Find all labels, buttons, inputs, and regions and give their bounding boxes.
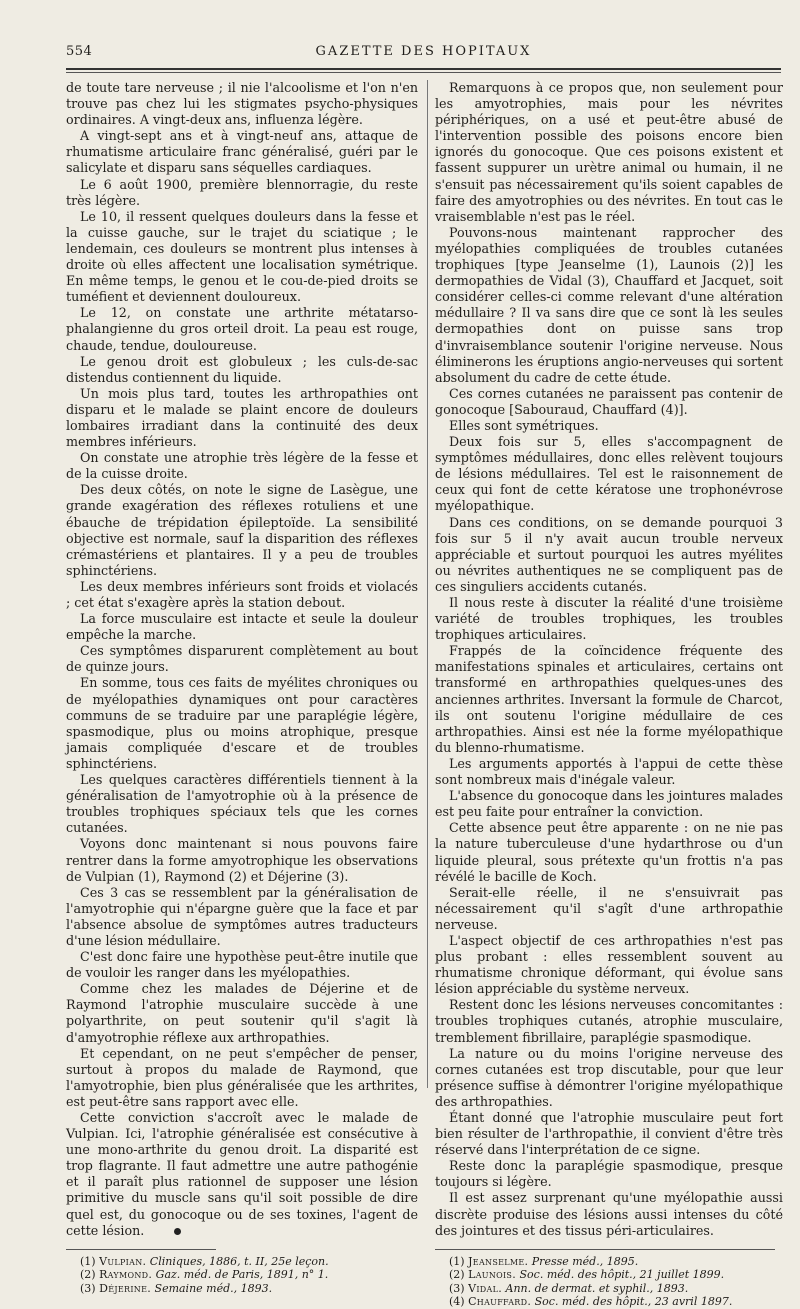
footnote-author: Vulpian. (99, 1254, 147, 1268)
footnote (66, 1282, 418, 1296)
paragraph: Cette absence peut être apparente : on ne nie pas la nature tuberculeuse d'une hydarthrose ou d'un liquide pleural, sous prétexte qu'un frottis n'a pas révélé le bacille de Koch. (435, 820, 783, 884)
header-rule-thin (66, 72, 781, 73)
footnote-author: Launois. (468, 1268, 517, 1282)
paragraph: La force musculaire est intacte et seule la douleur empêche la marche. (66, 611, 418, 643)
paragraph: Cette conviction s'accroît avec le malade de Vulpian. Ici, l'atrophie généralisée est consécutive à une mono-arthrite du genou droit. La disparité est trop flagrante. Il faut admettre une autre pathogénie et il paraît plus rationnel de supposer une lésion primitive du muscle sans qu'il soit possible de dire quel est, du gonocoque ou de ses toxines, l'agent de cette lésion. (66, 1110, 418, 1238)
paragraph: Le 10, il ressent quelques douleurs dans la fesse et la cuisse gauche, sur le trajet du sciatique ; le lendemain, ces douleurs se montrent plus intenses à droite où elles affectent une localisation symétrique. En même temps, le genou et le cou-de-pied droits se tuméfient et deviennent douloureux. (66, 208, 418, 305)
page-header (66, 44, 781, 64)
paragraph: On constate une atrophie très légère de la fesse et de la cuisse droite. (66, 450, 418, 482)
footnote-source: Presse méd., 1895. (528, 1254, 639, 1268)
footnote-source: Gaz. méd. de Paris, 1891, n° 1. (152, 1268, 329, 1282)
footnote-number: (2) (80, 1268, 96, 1282)
paragraph: Les arguments apportés à l'appui de cette thèse sont nombreux mais d'inégale valeur. (435, 755, 783, 788)
paragraph: La nature ou du moins l'origine nerveuse des cornes cutanées est trop discutable, pour que leur présence suffise à démontrer l'origine myélopathique des arthropathies. (435, 1045, 783, 1109)
footnote (66, 1255, 418, 1269)
paragraph: Il nous reste à discuter la réalité d'une troisième variété de troubles trophiques, les troubles trophiques articulaires. (435, 595, 783, 643)
paragraph: Restent donc les lésions nerveuses concomitantes : troubles trophiques cutanés, atrophie musculaire, tremblement fibrillaire, paraplégie spasmodique. (435, 997, 783, 1045)
footnote-author: Raymond. (99, 1268, 153, 1282)
footnote-author: Chauffard. (468, 1295, 532, 1309)
header-rule (66, 68, 781, 70)
footnote-source: Ann. de dermat. et syphil., 1893. (502, 1281, 689, 1295)
paragraph: Le 12, on constate une arthrite métatarso-phalangienne du gros orteil droit. La peau est rouge, chaude, tendue, douloureuse. (66, 305, 418, 353)
paragraph: Et cependant, on ne peut s'empêcher de penser, surtout à propos du malade de Raymond, que l'amyotrophie, bien plus généralisée que les arthrites, est peut-être sans rapport avec elle. (66, 1045, 418, 1109)
footnote-number: (3) (80, 1281, 96, 1295)
paragraph: Serait-elle réelle, il ne s'ensuivrait pas nécessairement qu'il s'agît d'une arthropathie nerveuse. (435, 884, 783, 932)
paragraph: Voyons donc maintenant si nous pouvons faire rentrer dans la forme amyotrophique les observations de Vulpian (1), Raymond (2) et Déjerine (3). (66, 836, 418, 884)
footnote (66, 1268, 418, 1282)
end-of-article-mark (174, 1228, 181, 1235)
paragraph: Remarquons à ce propos que, non seulement pour les amyotrophies, mais pour les névrites périphériques, on a usé et peut-être abusé de l'intervention possible des poisons encore bien ignorés du gonocoque. Que ces poisons existent et fassent suppurer un urètre animal ou humain, il ne s'ensuit pas nécessairement qu'ils soient capables de faire des amyotrophies ou des névrites. En tout cas le vraisemblable n'est pas le réel. (435, 80, 783, 224)
footnote-number: (1) (449, 1254, 465, 1268)
page-number: 554 (66, 44, 93, 59)
paragraph: L'absence du gonocoque dans les jointures malades est peu faite pour entraîner la conviction. (435, 788, 783, 820)
footnote-author: Vidal. (468, 1281, 502, 1295)
footnotes (66, 1255, 418, 1296)
paragraph: Le 6 août 1900, première blennorragie, du reste très légère. (66, 176, 418, 208)
paragraph: Des deux côtés, on note le signe de Lasègue, une grande exagération des réflexes rotuliens et une ébauche de trépidation épileptoïde. La sensibilité objective est normale, sauf la disparition des réflexes crémastériens et plantaires. Il y a peu de troubles sphinctériens. (66, 482, 418, 578)
paragraph: Frappés de la coïncidence fréquente des manifestations spinales et articulaires, certains ont transformé en arthropathies quelques-unes des anciennes arthrites. Inversant la formule de Charcot, ils ont soutenu l'origine médullaire de ces arthropathies. Ainsi est née la forme myélopathique du blenno-rhumatisme. (435, 643, 783, 755)
footnote-rule (435, 1249, 775, 1250)
footnote-source: Semaine méd., 1893. (151, 1281, 273, 1295)
footnotes (435, 1255, 783, 1309)
left-column (66, 80, 418, 1295)
paragraph: C'est donc faire une hypothèse peut-être inutile que de vouloir les ranger dans les myélopathies. (66, 949, 418, 981)
paragraph: Ces 3 cas se ressemblent par la généralisation de l'amyotrophie qui n'épargne guère que la face et par l'absence absolue de symptômes autres traducteurs d'une lésion médullaire. (66, 884, 418, 948)
right-column (435, 80, 783, 1309)
paragraph: Il est assez surprenant qu'une myélopathie aussi discrète produise des lésions aussi intenses du côté des jointures et des tissus péri-articulaires. (435, 1190, 783, 1238)
column-divider (427, 80, 428, 1088)
footnote-author: Déjerine. (99, 1281, 152, 1295)
footnote-rule (66, 1249, 216, 1250)
footnote-source: Soc. méd. des hôpit., 23 avril 1897. (531, 1295, 733, 1309)
footnote (435, 1282, 783, 1296)
paragraph: Étant donné que l'atrophie musculaire peut fort bien résulter de l'arthropathie, il convient d'être très réservé dans l'interprétation de ce signe. (435, 1110, 783, 1158)
footnote-author: Jeanselme. (468, 1254, 529, 1268)
paragraph: Un mois plus tard, toutes les arthropathies ont disparu et le malade se plaint encore de douleurs lombaires irradiant dans la continuité des deux membres inférieurs. (66, 385, 418, 450)
paragraph: Deux fois sur 5, elles s'accompagnent de symptômes médullaires, donc elles relèvent toujours de lésions médullaires. Tel est le raisonnement de ceux qui font de cette kératose une trophonévrose myélopathique. (435, 434, 783, 514)
paragraph: de toute tare nerveuse ; il nie l'alcoolisme et l'on n'en trouve pas chez lui les stigmates psycho-physiques ordinaires. A vingt-deux ans, influenza légère. (66, 80, 418, 128)
paragraph: Pouvons-nous maintenant rapprocher des myélopathies compliquées de troubles cutanées trophiques [type Jeanselme (1), Launois (2)] les dermopathies de Vidal (3), Chauffard et Jacquet, soit considérer celles-ci comme relevant d'une altération médullaire ? Il va sans dire que ce sont là les seules dermopathies dont on puisse sans trop d'invraisemblance soutenir l'origine nerveuse. Nous éliminerons les éruptions angio-nerveuses qui sortent absolument du cadre de cette étude. (435, 224, 783, 385)
paragraph: Ces cornes cutanées ne paraissent pas contenir de gonocoque [Sabouraud, Chauffard (4)]. (435, 385, 783, 417)
paragraph: A vingt-sept ans et à vingt-neuf ans, attaque de rhumatisme articulaire franc généralisé, guéri par le salicylate et disparu sans séquelles cardiaques. (66, 128, 418, 176)
paragraph: Comme chez les malades de Déjerine et de Raymond l'atrophie musculaire succède à une polyarthrite, on peut soutenir qu'il s'agit là d'amyotrophie réflexe aux arthropathies. (66, 981, 418, 1045)
footnote (435, 1255, 783, 1269)
paragraph: Reste donc la paraplégie spasmodique, presque toujours si légère. (435, 1158, 783, 1190)
paragraph: Les quelques caractères différentiels tiennent à la généralisation de l'amyotrophie où à la présence de troubles trophiques spéciaux tels que les cornes cutanées. (66, 772, 418, 836)
paragraph: L'aspect objectif de ces arthropathies n'est pas plus probant : elles ressemblent souvent au rhumatisme chronique déformant, qui évolue sans lésion appréciable du système nerveux. (435, 932, 783, 997)
paragraph: En somme, tous ces faits de myélites chroniques ou de myélopathies dynamiques ont pour caractères communs de se traduire par une paraplégie légère, spasmodique, plus ou moins atrophique, presque jamais compliquée d'escare et de troubles sphinctériens. (66, 675, 418, 771)
footnote (435, 1268, 783, 1282)
footnote-number: (2) (449, 1268, 465, 1282)
paragraph: Le genou droit est globuleux ; les culs-de-sac distendus contiennent du liquide. (66, 353, 418, 385)
footnote-source: Cliniques, 1886, t. II, 25e leçon. (146, 1254, 329, 1268)
footnote-number: (4) (449, 1295, 465, 1309)
footnote-source: Soc. méd. des hôpit., 21 juillet 1899. (516, 1268, 725, 1282)
paragraph: Ces symptômes disparurent complètement au bout de quinze jours. (66, 643, 418, 675)
footnote-number: (3) (449, 1281, 465, 1295)
journal-title: GAZETTE DES HOPITAUX (315, 44, 532, 59)
paragraph: Dans ces conditions, on se demande pourquoi 3 fois sur 5 il n'y avait aucun trouble nerveux appréciable et surtout pourquoi les autres myélites ou névrites authentiques ne se compliquent pas de ces singuliers accidents cutanés. (435, 514, 783, 594)
footnote-number: (1) (80, 1254, 96, 1268)
paragraph: Les deux membres inférieurs sont froids et violacés ; cet état s'exagère après la station debout. (66, 578, 418, 610)
footnote (435, 1295, 783, 1309)
paragraph: Elles sont symétriques. (449, 417, 599, 433)
